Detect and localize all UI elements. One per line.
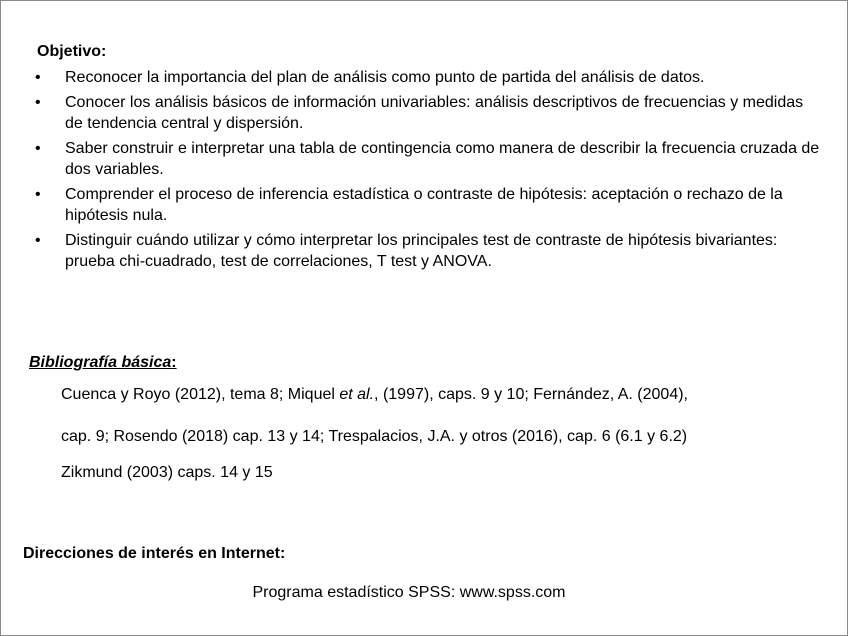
bullet-icon: • — [35, 232, 41, 249]
list-item — [35, 92, 821, 134]
bibliografia-line-1 — [61, 385, 688, 405]
bibliografia-line-2: cap. 9; Rosendo (2018) cap. 13 y 14; Trespalacios, J.A. y otros (2016), cap. 6 (6.1 y 6.2) — [61, 428, 688, 445]
bibliografia-heading-text: Bibliografía básica — [29, 354, 172, 371]
list-item — [35, 230, 821, 272]
internet-heading: Direcciones de interés en Internet: — [23, 545, 286, 562]
bullet-icon: • — [35, 186, 41, 203]
list-item-text: Reconocer la importancia del plan de análisis como punto de partida del análisis de datos. — [65, 69, 705, 86]
bibliografia-line-1-italic: et al. — [339, 386, 375, 403]
bibliografia-line-1-start: Cuenca y Royo (2012), tema 8; Miquel — [61, 386, 340, 403]
bullet-icon: • — [35, 140, 41, 157]
list-item — [35, 67, 821, 88]
objetivo-list — [35, 67, 821, 276]
list-item-text: Distinguir cuándo utilizar y cómo interpretar los principales test de contraste de hipótesis bivariantes: prueba chi-cuadrado, test de correlaciones, T test y ANOVA. — [65, 232, 778, 270]
list-item-text: Conocer los análisis básicos de información univariables: análisis descriptivos de frecuencias y medidas de tendencia central y dispersión. — [65, 94, 804, 132]
bibliografia-heading — [29, 353, 177, 373]
list-item-text: Comprender el proceso de inferencia estadística o contraste de hipótesis: aceptación o rechazo de la hipótesis nula. — [65, 186, 783, 224]
bullet-icon: • — [35, 69, 41, 86]
spss-link-line: Programa estadístico SPSS: www.spss.com — [252, 584, 566, 601]
list-item — [35, 184, 821, 226]
bibliografia-line-1-end: , (1997), caps. 9 y 10; Fernández, A. (2004), — [374, 386, 688, 403]
objetivo-heading: Objetivo: — [37, 43, 107, 60]
bibliografia-line-3: Zikmund (2003) caps. 14 y 15 — [61, 464, 273, 481]
list-item — [35, 138, 821, 180]
list-item-text: Saber construir e interpretar una tabla de contingencia como manera de describir la frecuencia cruzada de dos variables. — [65, 140, 820, 178]
bibliografia-heading-colon: : — [171, 354, 177, 371]
bullet-icon: • — [35, 94, 41, 111]
